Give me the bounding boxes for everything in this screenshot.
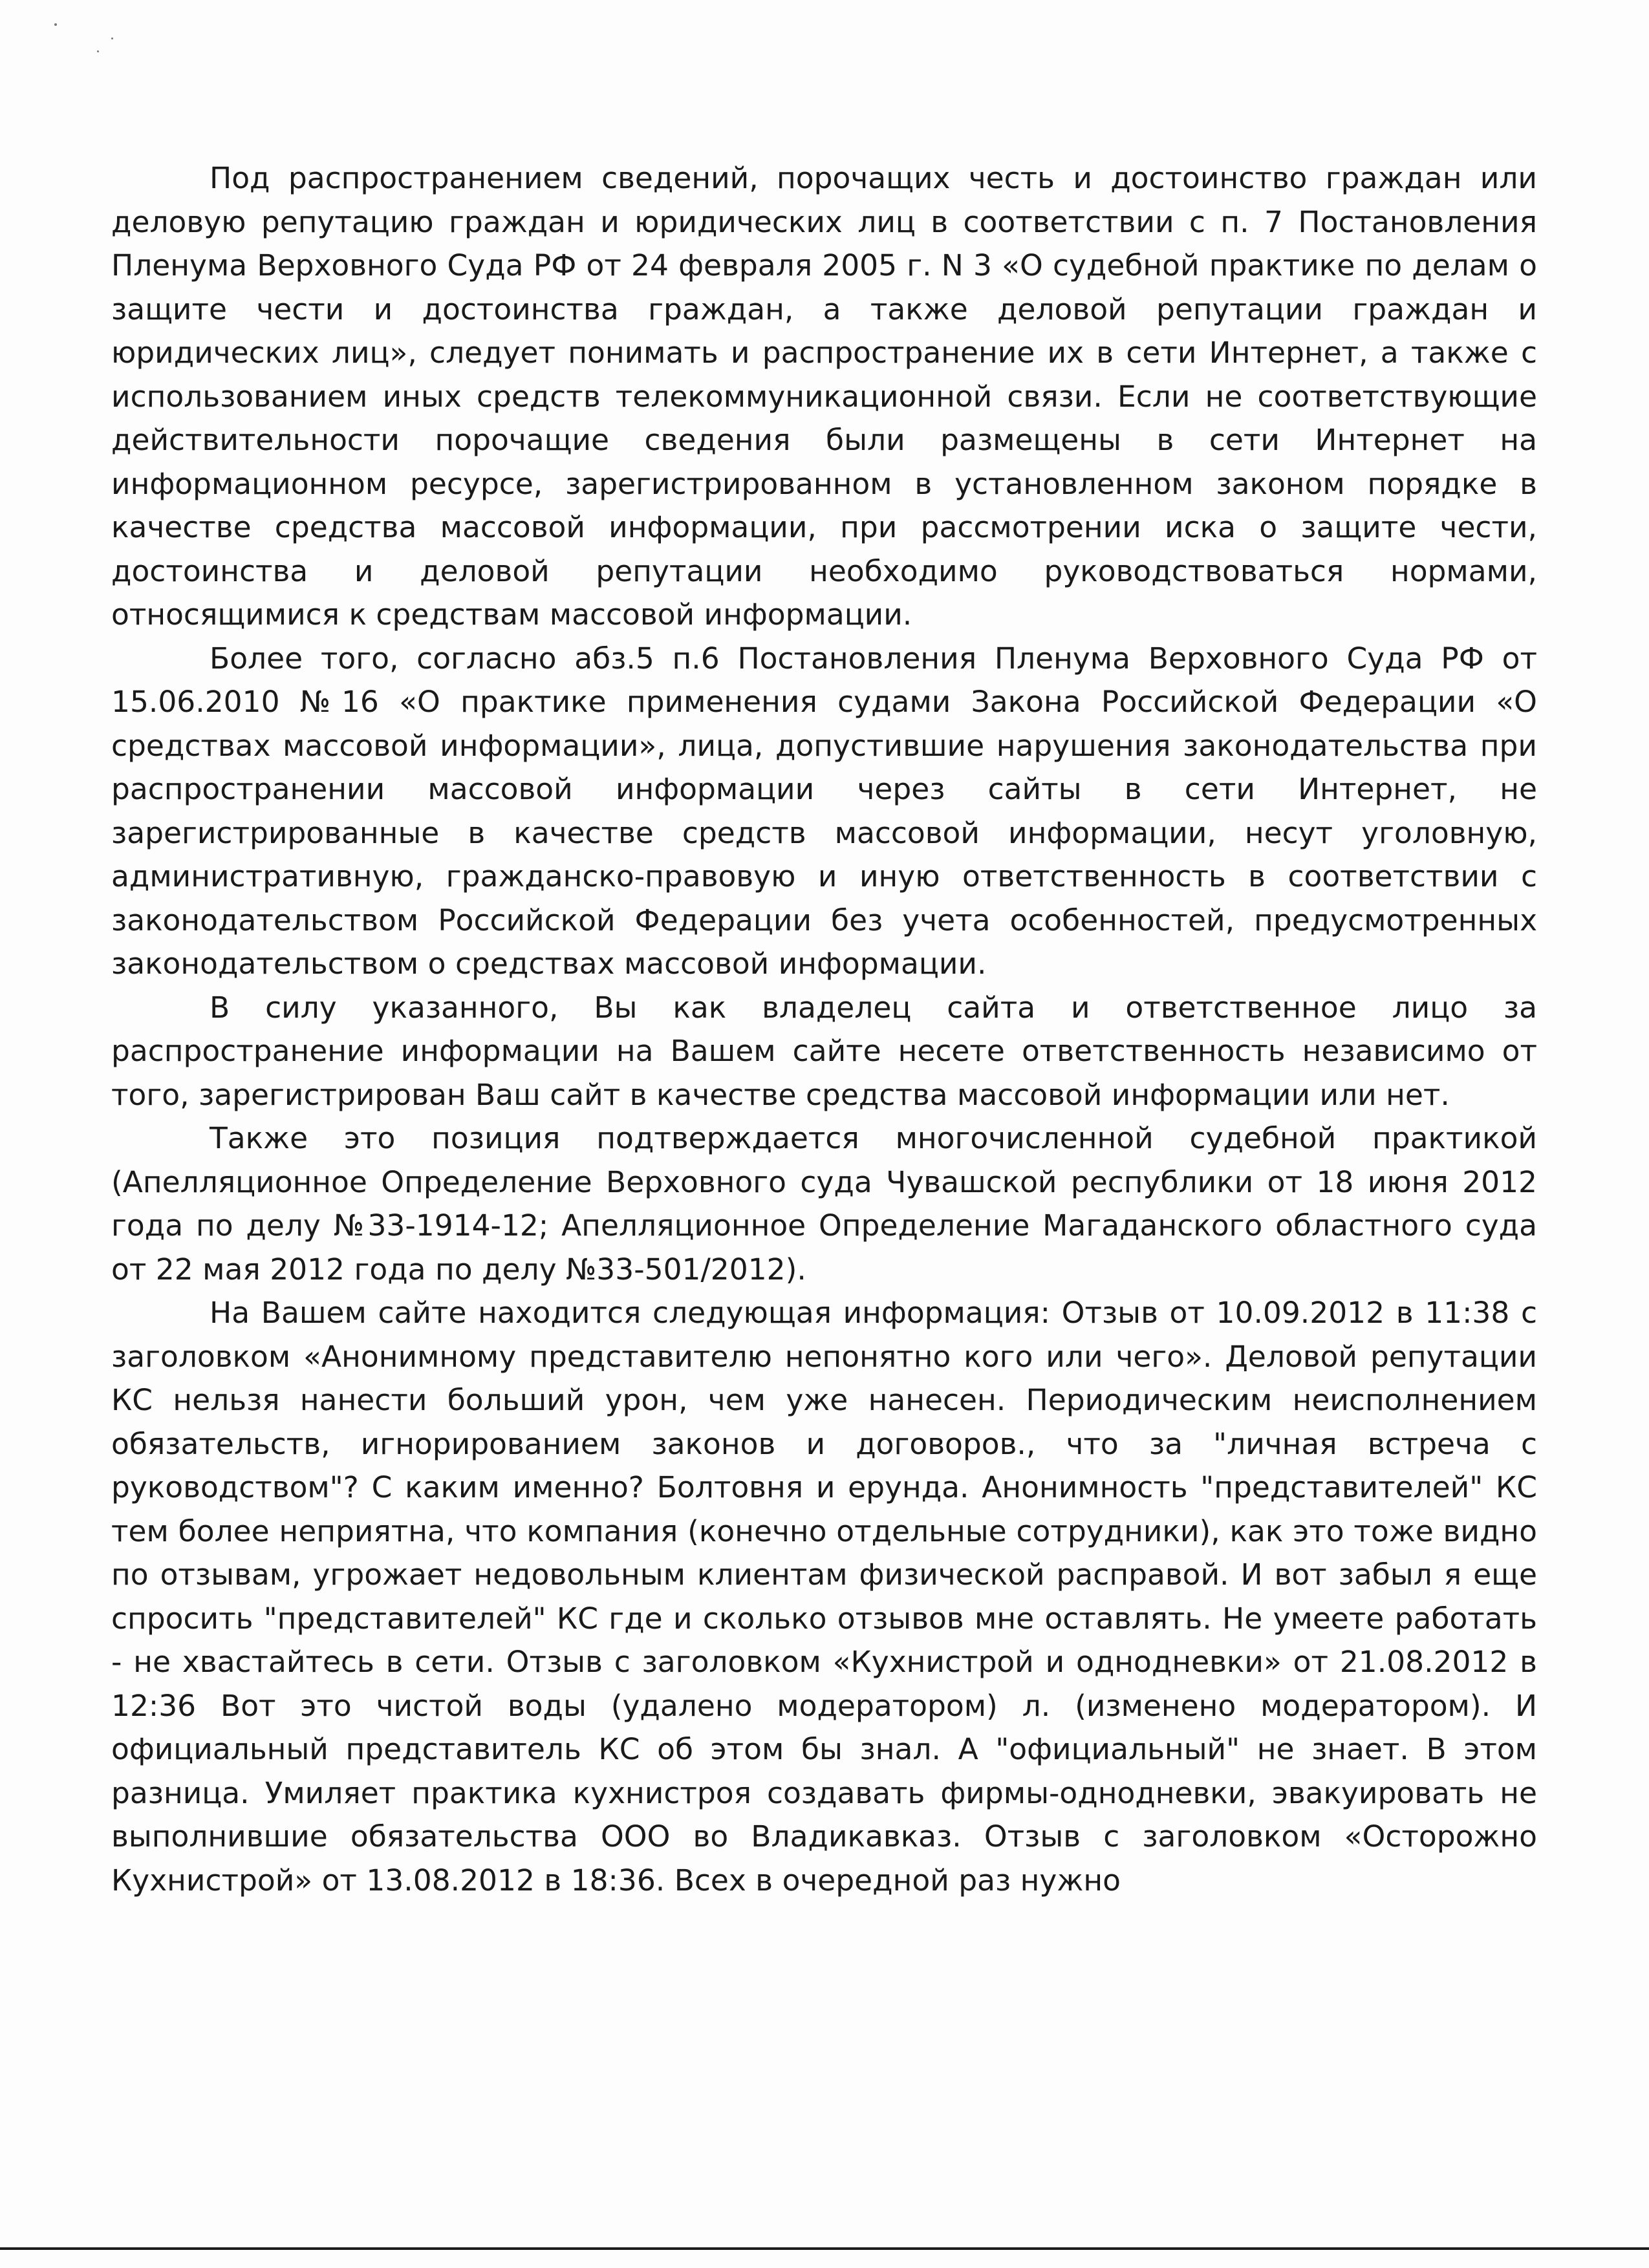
page-bottom-rule	[0, 2247, 1649, 2250]
paragraph-site-owner-liability: В силу указанного, Вы как владелец сайта и ответственное лицо за распространение информации на Вашем сайте несете ответственность независимо от того, зарегистрирован Ваш сайт в качестве средства массовой информации или нет.	[111, 990, 1537, 1112]
document-body	[111, 156, 1537, 1902]
scan-speck	[54, 23, 57, 26]
scan-speck	[111, 37, 113, 39]
paragraph-defamation-definition: Под распространением сведений, порочащих честь и достоинство граждан или деловую репутацию граждан и юридических лиц в соответствии с п. 7 Постановления Пленума Верховного Суда РФ от 24 февраля 2005 г. N 3 «О судебной практике по делам о защите чести и достоинства граждан, а также деловой репутации граждан и юридических лиц», следует понимать и распространение их в сети Интернет, а также с использованием иных средств телекоммуникационной связи. Если не соответствующие действительности порочащие сведения были размещены в сети Интернет на информационном ресурсе, зарегистрированном в установленном законом порядке в качестве средства массовой информации, при рассмотрении иска о защите чести, достоинства и деловой репутации необходимо руководствоваться нормами, относящимися к средствам массовой информации.	[111, 161, 1537, 632]
paragraph-site-reviews: На Вашем сайте находится следующая информация: Отзыв от 10.09.2012 в 11:38 с заголовком «Анонимному представителю непонятно кого или чего». Деловой репутации КС нельзя нанести больший урон, чем уже нанесен. Периодическим неисполнением обязательств, игнорированием законов и договоров., что за "личная встреча с руководством"? С каким именно? Болтовня и ерунда. Анонимность "представителей" КС тем более неприятна, что компания (конечно отдельные сотрудники), как это тоже видно по отзывам, угрожает недовольным клиентам физической расправой. И вот забыл я еще спросить "представителей" КС где и сколько отзывов мне оставлять. Не умеете работать - не хвастайтесь в сети. Отзыв с заголовком «Кухнистрой и однодневки» от 21.08.2012 в 12:36 Вот это чистой воды (удалено модератором) л. (изменено модератором). И официальный представитель КС об этом бы знал. А "официальный" не знает. В этом разница. Умиляет практика кухнистроя создавать фирмы-однодневки, эвакуировать не выполнившие обязательства ООО во Владикавказ. Отзыв с заголовком «Осторожно Кухнистрой» от 13.08.2012 в 18:36. Всех в очередной раз нужно	[111, 1296, 1537, 1898]
paragraph-plenum-resolution: Более того, согласно абз.5 п.6 Постановления Пленума Верховного Суда РФ от 15.06.2010 №16 «О практике применения судами Закона Российской Федерации «О средствах массовой информации», лица, допустившие нарушения законодательства при распространении массовой информации через сайты в сети Интернет, не зарегистрированные в качестве средств массовой информации, несут уголовную, административную, гражданско-правовую и иную ответственность в соответствии с законодательством Российской Федерации без учета особенностей, предусмотренных законодательством о средствах массовой информации.	[111, 641, 1537, 981]
scan-speck	[97, 50, 99, 52]
paragraph-court-practice: Также это позиция подтверждается многочисленной судебной практикой (Апелляционное Определение Верховного суда Чувашской республики от 18 июня 2012 года по делу №33-1914-12; Апелляционное Определение Магаданского областного суда от 22 мая 2012 года по делу №33-501/2012).	[111, 1121, 1537, 1287]
